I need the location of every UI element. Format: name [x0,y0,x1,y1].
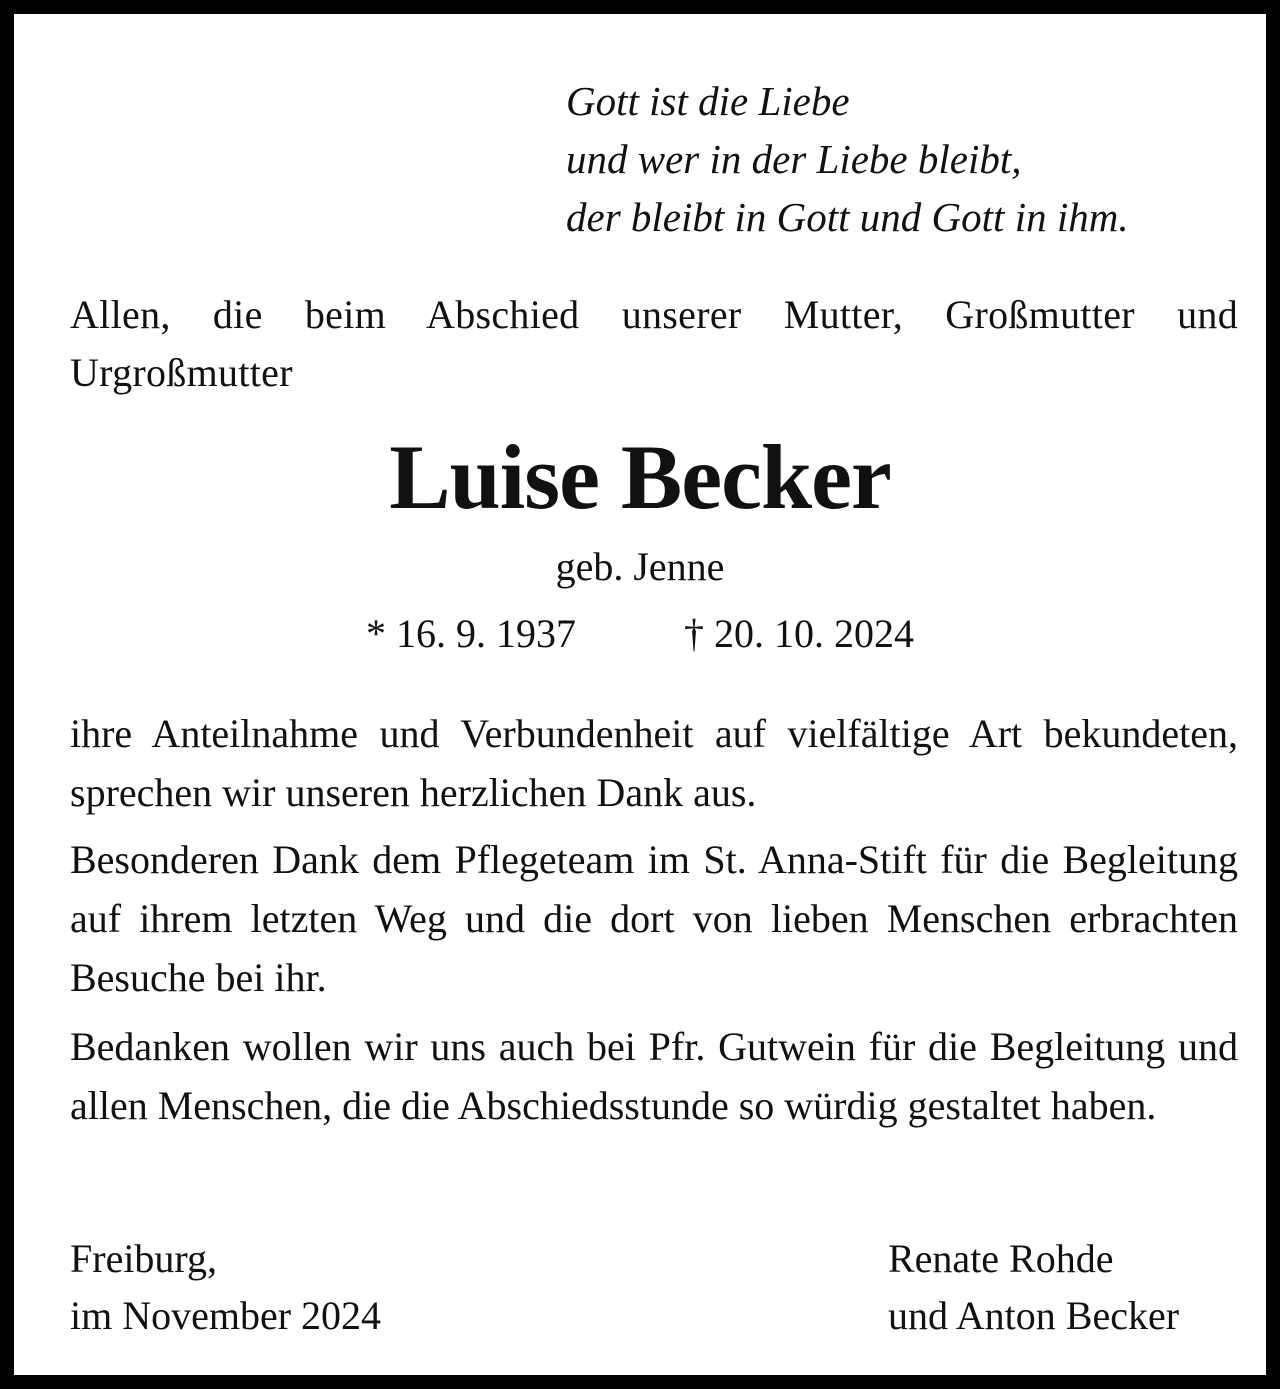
death-date: † 20. 10. 2024 [684,611,914,656]
verse-line-3: der bleibt in Gott und Gott in ihm. [566,194,1129,240]
birth-date: * 16. 9. 1937 [366,611,576,656]
life-dates [14,608,1266,660]
thanks-paragraph-3: Bedanken wollen wir uns auch bei Pfr. Gutwein für die Begleitung und allen Menschen, die die Abschiedsstunde so würdig gestaltet haben. [70,1024,1238,1128]
place-line: Freiburg, [70,1236,218,1281]
date-line: im November 2024 [70,1293,382,1338]
verse-line-2: und wer in der Liebe bleibt, [566,136,1022,182]
thanks-paragraph-2: Besonderen Dank dem Pflegeteam im St. Anna-Stift für die Begleitung auf ihrem letzten Weg und die dort von lieben Menschen erbrachten Besuche bei ihr. [70,837,1238,1000]
intro-text: Allen, die beim Abschied unserer Mutter, Großmutter und Urgroßmutter [70,292,1238,395]
bible-verse [566,72,1129,246]
signer-line-2: und Anton Becker [888,1293,1180,1338]
signers [888,1230,1179,1344]
verse-line-1: Gott ist die Liebe [566,78,850,124]
signer-line-1: Renate Rohde [888,1236,1114,1281]
place-and-date [70,1230,381,1344]
deceased-name: Luise Becker [389,426,891,528]
maiden-name: geb. Jenne [555,544,725,589]
thanks-paragraph-1: ihre Anteilnahme und Verbundenheit auf vielfältige Art bekundeten, sprechen wir unseren herzlichen Dank aus. [70,711,1238,815]
